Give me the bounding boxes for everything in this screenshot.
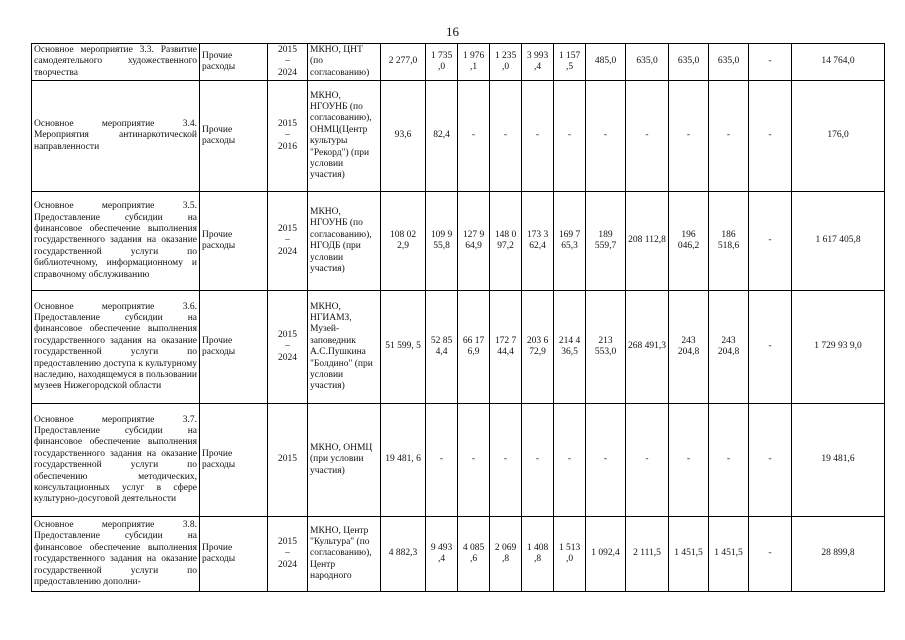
executor-cell: МКНО, Центр "Культура" (по согласованию), Центр народного (308, 517, 381, 592)
year-value-cell: - (749, 291, 792, 404)
table-body (32, 44, 885, 592)
year-value-cell: 1 976 ,1 (458, 44, 490, 81)
year-value-cell: 127 9 64,9 (458, 192, 490, 291)
program-activities-table (31, 43, 885, 592)
year-value-cell: 66 17 6,9 (458, 291, 490, 404)
year-value-cell: - (709, 404, 749, 517)
table-row (32, 517, 885, 592)
period-cell (268, 291, 308, 404)
year-value-cell: 213 553,0 (586, 291, 626, 404)
activity-name-cell: Основное мероприятие 3.4. Мероприятия антинаркотической направленности (32, 81, 200, 192)
year-value-cell: 186 518,6 (709, 192, 749, 291)
year-value-cell: 1 408 ,8 (522, 517, 554, 592)
total-value-cell: 1 729 93 9,0 (792, 291, 885, 404)
table-row (32, 44, 885, 81)
activity-name-cell: Основное мероприятие 3.5. Предоставление субсидии на финансовое обеспечение выполнения государственного задания на оказание государственной услуги по библиотечному, информационному и справочному обслуживанию (32, 192, 200, 291)
year-value-cell: 268 491,3 (626, 291, 669, 404)
year-value-cell: 108 02 2,9 (381, 192, 426, 291)
period-line: 2015 (278, 45, 297, 55)
period-line: 2024 (278, 67, 297, 78)
year-value-cell: - (522, 404, 554, 517)
activity-name-cell: Основное мероприятие 3.7. Предоставление субсидии на финансовое обеспечение выполнения государственного задания на оказание государственной услуги по обеспечению методических, консультационных услуг в сфере культурно-досуговой деятельности (32, 404, 200, 517)
year-value-cell: - (749, 192, 792, 291)
year-value-cell: 51 599, 5 (381, 291, 426, 404)
executor-cell: МКНО, ОНМЦ (при условии участия) (308, 404, 381, 517)
year-value-cell: 243 204,8 (669, 291, 709, 404)
activity-name-cell: Основное мероприятие 3.3. Развитие самодеятельного художественного творчества (32, 44, 200, 81)
year-value-cell: 203 6 72,9 (522, 291, 554, 404)
executor-cell: МКНО, НГОУНБ (по согласованию), ОНМЦ(Центр культуры "Рекорд") (при условии участия) (308, 81, 381, 192)
year-value-cell: 173 3 62,4 (522, 192, 554, 291)
year-value-cell: 172 7 44,4 (490, 291, 522, 404)
year-value-cell: 93,6 (381, 81, 426, 192)
year-value-cell: - (554, 81, 586, 192)
year-value-cell: 1 451,5 (709, 517, 749, 592)
period-cell (268, 404, 308, 517)
year-value-cell: - (709, 81, 749, 192)
period-line: 2015 (278, 537, 297, 548)
period-line: – (285, 341, 290, 352)
year-value-cell: 196 046,2 (669, 192, 709, 291)
expense-type-cell: Прочие расходы (200, 44, 268, 81)
year-value-cell: 1 513 ,0 (554, 517, 586, 592)
year-value-cell: 1 235 ,0 (490, 44, 522, 81)
expense-type-cell: Прочие расходы (200, 291, 268, 404)
year-value-cell: 52 85 4,4 (426, 291, 458, 404)
period-line: 2024 (278, 352, 297, 363)
year-value-cell: - (522, 81, 554, 192)
period-line: – (285, 130, 290, 141)
year-value-cell: - (749, 404, 792, 517)
year-value-cell: - (669, 404, 709, 517)
period-cell (268, 517, 308, 592)
period-line: 2015 (278, 454, 297, 465)
year-value-cell: - (586, 404, 626, 517)
year-value-cell: 2 069 ,8 (490, 517, 522, 592)
period-cell (268, 81, 308, 192)
total-value-cell: 28 899,8 (792, 517, 885, 592)
year-value-cell: 635,0 (669, 44, 709, 81)
expense-type-cell: Прочие расходы (200, 192, 268, 291)
year-value-cell: 1 092,4 (586, 517, 626, 592)
year-value-cell: 1 451,5 (669, 517, 709, 592)
year-value-cell: - (586, 81, 626, 192)
year-value-cell: 4 882,3 (381, 517, 426, 592)
total-value-cell: 176,0 (792, 81, 885, 192)
total-value-cell: 14 764,0 (792, 44, 885, 81)
year-value-cell: 3 993 ,4 (522, 44, 554, 81)
executor-cell: МКНО, НГОУНБ (по согласованию), НГОДБ (при условии участия) (308, 192, 381, 291)
activity-name-cell: Основное мероприятие 3.6. Предоставление субсидии на финансовое обеспечение выполнения государственного задания на оказание государственной услуги по предоставлению доступа к культурному наследию, находящемуся в пользовании музеев Нижегородской области (32, 291, 200, 404)
year-value-cell: - (490, 81, 522, 192)
table-row (32, 291, 885, 404)
table-row (32, 404, 885, 517)
year-value-cell: - (749, 44, 792, 81)
total-value-cell: 19 481,6 (792, 404, 885, 517)
year-value-cell: 2 277,0 (381, 44, 426, 81)
period-line: 2024 (278, 246, 297, 257)
page-number: 16 (446, 24, 459, 39)
year-value-cell: - (554, 404, 586, 517)
year-value-cell: - (749, 81, 792, 192)
year-value-cell: - (458, 404, 490, 517)
year-value-cell: 189 559,7 (586, 192, 626, 291)
year-value-cell: - (490, 404, 522, 517)
year-value-cell: 635,0 (709, 44, 749, 81)
year-value-cell: 9 493 ,4 (426, 517, 458, 592)
year-value-cell: 635,0 (626, 44, 669, 81)
activity-name-cell: Основное мероприятие 3.8. Предоставление субсидии на финансовое обеспечение выполнения государственного задания на оказание государственной услуги по предоставлению дополни- (32, 517, 200, 592)
year-value-cell: 109 9 55,8 (426, 192, 458, 291)
year-value-cell: 1 735 ,0 (426, 44, 458, 81)
expense-type-cell: Прочие расходы (200, 517, 268, 592)
period-line: – (285, 235, 290, 246)
year-value-cell: 2 111,5 (626, 517, 669, 592)
year-value-cell: 208 112,8 (626, 192, 669, 291)
period-line: 2015 (278, 119, 297, 130)
year-value-cell: 243 204,8 (709, 291, 749, 404)
period-line: – (285, 56, 290, 67)
executor-cell: МКНО, ЦНТ (по согласованию) (308, 44, 381, 81)
expense-type-cell: Прочие расходы (200, 404, 268, 517)
year-value-cell: 82,4 (426, 81, 458, 192)
year-value-cell: 214 4 36,5 (554, 291, 586, 404)
expense-type-cell: Прочие расходы (200, 81, 268, 192)
year-value-cell: 148 0 97,2 (490, 192, 522, 291)
period-line: 2015 (278, 330, 297, 341)
executor-cell: МКНО, НГИАМЗ, Музей-заповедник А.С.Пушкина "Болдино" (при условии участия) (308, 291, 381, 404)
period-line: 2024 (278, 559, 297, 570)
total-value-cell: 1 617 405,8 (792, 192, 885, 291)
year-value-cell: - (458, 81, 490, 192)
period-line: 2016 (278, 141, 297, 152)
period-cell (268, 44, 308, 81)
year-value-cell: - (749, 517, 792, 592)
year-value-cell: - (426, 404, 458, 517)
period-line: – (285, 548, 290, 559)
year-value-cell: 4 085 ,6 (458, 517, 490, 592)
table-row (32, 81, 885, 192)
year-value-cell: 169 7 65,3 (554, 192, 586, 291)
year-value-cell: - (626, 404, 669, 517)
year-value-cell: - (626, 81, 669, 192)
period-line: 2015 (278, 224, 297, 235)
year-value-cell: - (669, 81, 709, 192)
year-value-cell: 19 481, 6 (381, 404, 426, 517)
period-cell (268, 192, 308, 291)
year-value-cell: 1 157 ,5 (554, 44, 586, 81)
year-value-cell: 485,0 (586, 44, 626, 81)
table-row (32, 192, 885, 291)
